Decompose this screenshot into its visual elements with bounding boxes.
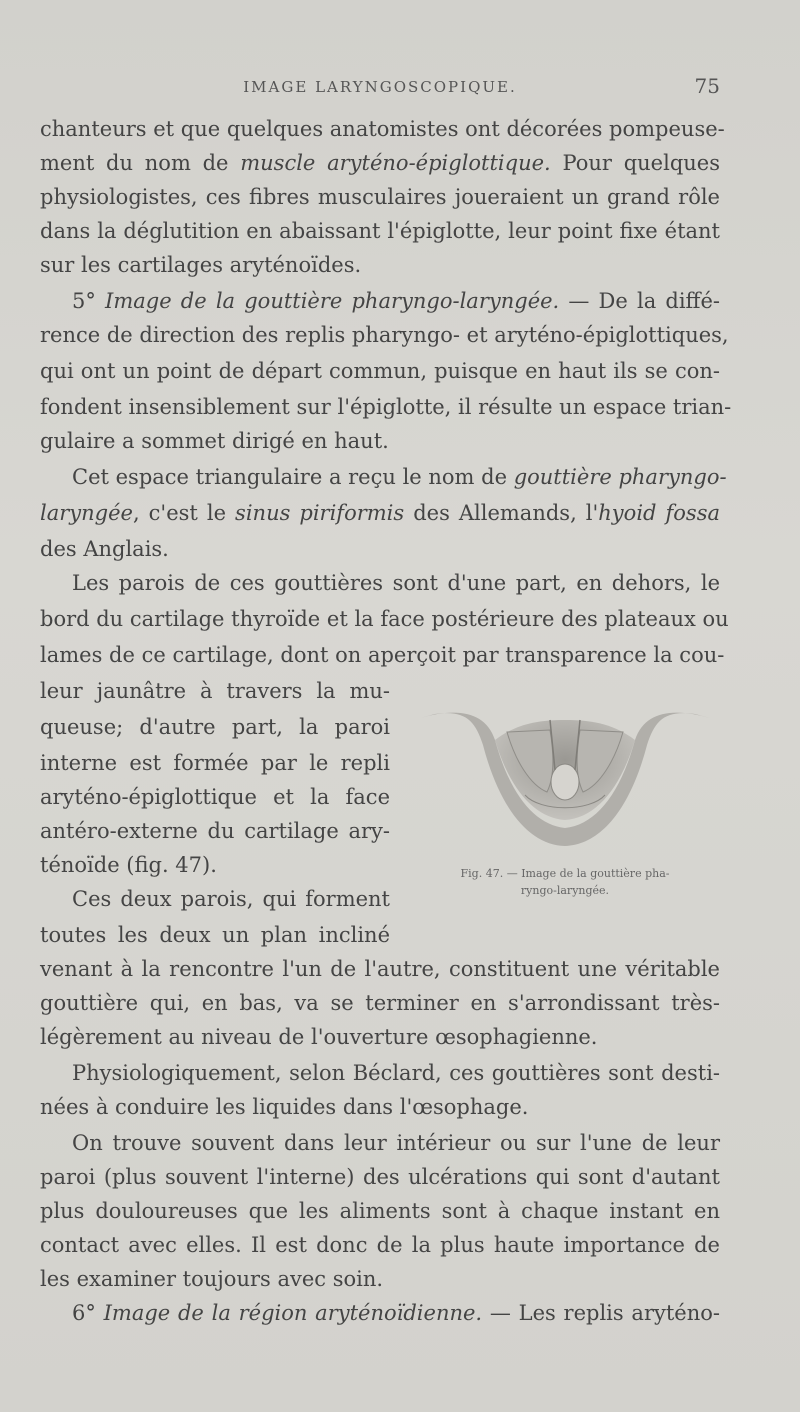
line-text: antéro-externe du cartilage ary- [40,819,390,843]
line-text: On trouve souvent dans leur intérieur ou sur l'une de leur [72,1131,720,1155]
line-text: , c'est le [132,501,236,525]
line-text: aryténo-épiglottique et la face [40,785,390,809]
text-line [40,918,390,952]
line-text: fondent insensiblement sur l'épiglotte, il résulte un espace trian- [40,395,732,419]
line-text: leur jaunâtre à travers la mu- [40,679,390,703]
text-line [40,674,390,708]
text-line [40,112,725,146]
line-text: — De la diffé- [559,289,720,313]
line-text: Les parois de ces gouttières sont d'une part, en dehors, le [72,571,720,595]
text-line [40,1228,720,1262]
text-line [40,882,390,916]
line-text: contact avec elles. Il est donc de la plus haute importance de [40,1233,720,1257]
line-text: interne est formée par le repli [40,751,390,775]
text-line [40,1262,720,1296]
line-text: Ces deux parois, qui forment [72,887,390,911]
section-heading-line [40,1296,720,1330]
text-line [40,986,720,1020]
line-text: sur les cartilages aryténoïdes. [40,253,362,277]
running-head [40,72,720,102]
section-number: 5° [72,289,106,313]
line-text: des Allemands, l' [404,501,599,525]
text-line [40,532,720,566]
line-text: les examiner toujours avec soin. [40,1267,384,1291]
text-line [40,496,720,530]
line-text: toutes les deux un plan incliné [40,923,390,947]
line-text: légèrement au niveau de l'ouverture œsophagienne. [40,1025,598,1049]
line-text: venant à la rencontre l'un de l'autre, constituent une véritable [40,957,720,981]
text-line [40,566,720,600]
text-line [40,146,720,180]
text-line [40,354,720,388]
text-line [40,952,720,986]
section-title: Image de la gouttière pharyngo-laryngée. [105,289,560,313]
text-line [40,1160,720,1194]
line-text: bord du cartilage thyroïde et la face postérieure des plateaux ou [40,607,729,631]
text-line [40,1020,720,1054]
line-text: Pour quelques [550,151,720,175]
line-text: queuse; d'autre part, la paroi [40,715,390,739]
italic-term: laryngée [40,501,133,525]
line-text: chanteurs et que quelques anatomistes ont décorées pompeuse- [40,117,725,141]
text-line [40,710,390,744]
text-line [40,746,390,780]
line-text: physiologistes, ces fibres musculaires joueraient un grand rôle [40,185,720,209]
line-text: — Les replis aryténo- [482,1301,720,1325]
line-text: des Anglais. [40,537,169,561]
text-line [40,214,720,248]
running-title: IMAGE LARYNGOSCOPIQUE. [243,78,517,96]
text-line [40,180,720,214]
line-text: ténoïde (fig. 47). [40,853,217,877]
text-line [40,390,732,424]
line-text: Cet espace triangulaire a reçu le nom de [72,465,514,489]
text-line [40,460,727,494]
line-text: rence de direction des replis pharyngo- et aryténo-épiglottiques, [40,323,729,347]
caption-line: Fig. 47. — Image de la gouttière pha- [460,867,670,880]
italic-term: gouttière pharyngo- [513,465,727,489]
text-line [40,638,725,672]
text-line [40,1194,720,1228]
section-title: Image de la région aryténoïdienne. [103,1301,483,1325]
text-line [40,1090,720,1124]
line-text: qui ont un point de départ commun, puisque en haut ils se con- [40,359,720,383]
section-number: 6° [72,1301,104,1325]
italic-term: hyoid fossa [598,501,720,525]
line-text: dans la déglutition en abaissant l'épiglotte, leur point fixe étant [40,219,720,243]
text-line [40,424,720,458]
line-text: nées à conduire les liquides dans l'œsophage. [40,1095,529,1119]
figure-caption [410,865,720,899]
text-line [40,1056,720,1090]
text-line [40,848,390,882]
italic-term: muscle aryténo-épiglottique. [240,151,551,175]
line-text: plus douloureuses que les aliments sont à chaque instant en [40,1199,720,1223]
page-number: 75 [694,74,720,98]
italic-term: sinus piriformis [235,501,405,525]
text-line [40,780,390,814]
text-line [40,318,729,352]
line-text: Physiologiquement, selon Béclard, ces gouttières sont desti- [72,1061,720,1085]
line-text: gulaire a sommet dirigé en haut. [40,429,389,453]
section-heading-line [40,284,720,318]
line-text: gouttière qui, en bas, va se terminer en s'arrondissant très- [40,991,720,1015]
text-line [40,1126,720,1160]
caption-line: ryngo-laryngée. [520,884,610,897]
pharyngo-laryngeal-illustration [415,700,715,860]
line-text: ment du nom de [40,151,241,175]
line-text: paroi (plus souvent l'interne) des ulcérations qui sont d'autant [40,1165,720,1189]
text-line [40,814,390,848]
text-line [40,602,729,636]
line-text: lames de ce cartilage, dont on aperçoit par transparence la cou- [40,643,725,667]
text-line [40,248,720,282]
